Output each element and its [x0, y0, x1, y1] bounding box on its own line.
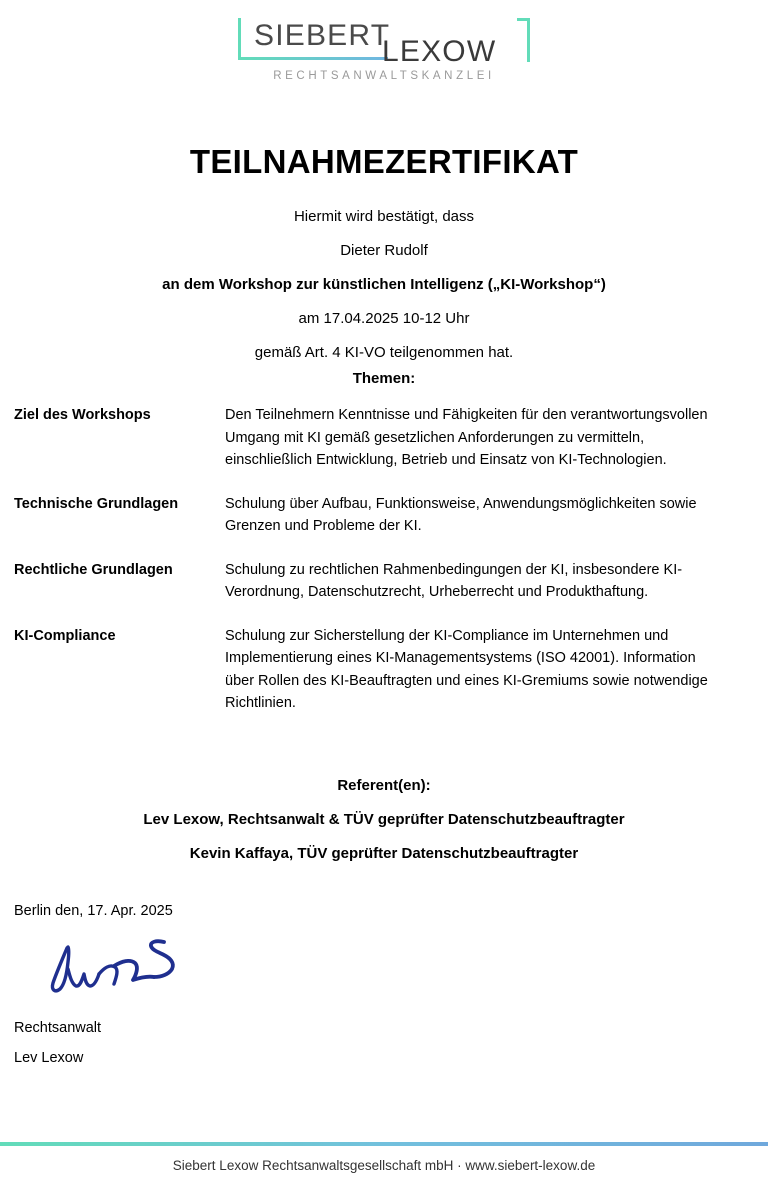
- topics-list: [14, 404, 724, 736]
- topic-label: Ziel des Workshops: [14, 407, 151, 423]
- topic-body: Schulung zu rechtlichen Rahmenbedingungen der KI, insbesondere KI-Verordnung, Datenschutzrecht, Urheberrecht und Produkthaftung.: [225, 561, 683, 600]
- topic-row: [14, 493, 724, 538]
- workshop-datetime: am 17.04.2025 10-12 Uhr: [298, 310, 470, 327]
- logo-bracket-right-icon: [517, 18, 530, 62]
- topics-heading: Themen:: [352, 370, 416, 387]
- handwritten-signature-image: [36, 936, 196, 998]
- company-logo: [0, 16, 768, 108]
- topic-body: Den Teilnehmern Kenntnisse und Fähigkeiten für den verantwortungsvollen Umgang mit KI gemäß gesetzlichen Anforderungen zu vermitteln, einschließlich Entwicklung, Betrieb und Einsatz von KI-Technologien.: [225, 407, 708, 468]
- intro-line: Hiermit wird bestätigt, dass: [293, 208, 475, 225]
- logo-word-siebert: SIEBERT: [254, 19, 391, 52]
- logo-inner: [238, 16, 530, 108]
- workshop-title: an dem Workshop zur künstlichen Intelligenz („KI-Workshop“): [162, 276, 606, 293]
- footer-gradient-rule: [0, 1142, 768, 1146]
- logo-bracket-left-icon: [238, 18, 251, 60]
- participant-name: Dieter Rudolf: [340, 242, 428, 259]
- page-title: TEILNAHMEZERTIFIKAT: [189, 143, 579, 180]
- speakers-heading: Referent(en):: [337, 777, 431, 794]
- topic-label: KI-Compliance: [14, 627, 116, 644]
- intro-block: [0, 200, 768, 370]
- signature-place-date: Berlin den, 17. Apr. 2025: [14, 903, 173, 919]
- signature-role: Rechtsanwalt: [14, 1020, 102, 1036]
- logo-gradient-rule: [241, 57, 388, 60]
- topic-row: [14, 625, 724, 715]
- speakers-block: [0, 769, 768, 871]
- signature-name: Lev Lexow: [14, 1050, 84, 1066]
- logo-word-lexow: LEXOW: [382, 35, 497, 68]
- topic-row: [14, 559, 724, 604]
- topic-label: Technische Grundlagen: [14, 495, 179, 512]
- logo-subtitle: RECHTSANWALTSKANZLEI: [273, 70, 495, 82]
- signature-block: [14, 900, 354, 1073]
- topic-row: [14, 404, 724, 472]
- topic-body: Schulung zur Sicherstellung der KI-Compliance im Unternehmen und Implementierung eines KI-Managementsystems (ISO 42001). Information über Rollen des KI-Beauftragten und eines KI-Gremiums sowie notwendige Richtlinien.: [225, 627, 708, 711]
- footer-text: Siebert Lexow Rechtsanwaltsgesellschaft mbH · www.siebert-lexow.de: [172, 1158, 596, 1173]
- legal-basis: gemäß Art. 4 KI-VO teilgenommen hat.: [254, 344, 514, 361]
- speaker-item: Kevin Kaffaya, TÜV geprüfter Datenschutzbeauftragter: [189, 845, 579, 862]
- speaker-item: Lev Lexow, Rechtsanwalt & TÜV geprüfter Datenschutzbeauftragter: [143, 811, 625, 828]
- topic-label: Rechtliche Grundlagen: [14, 561, 173, 578]
- topic-body: Schulung über Aufbau, Funktionsweise, Anwendungsmöglichkeiten sowie Grenzen und Probleme der KI.: [225, 495, 697, 534]
